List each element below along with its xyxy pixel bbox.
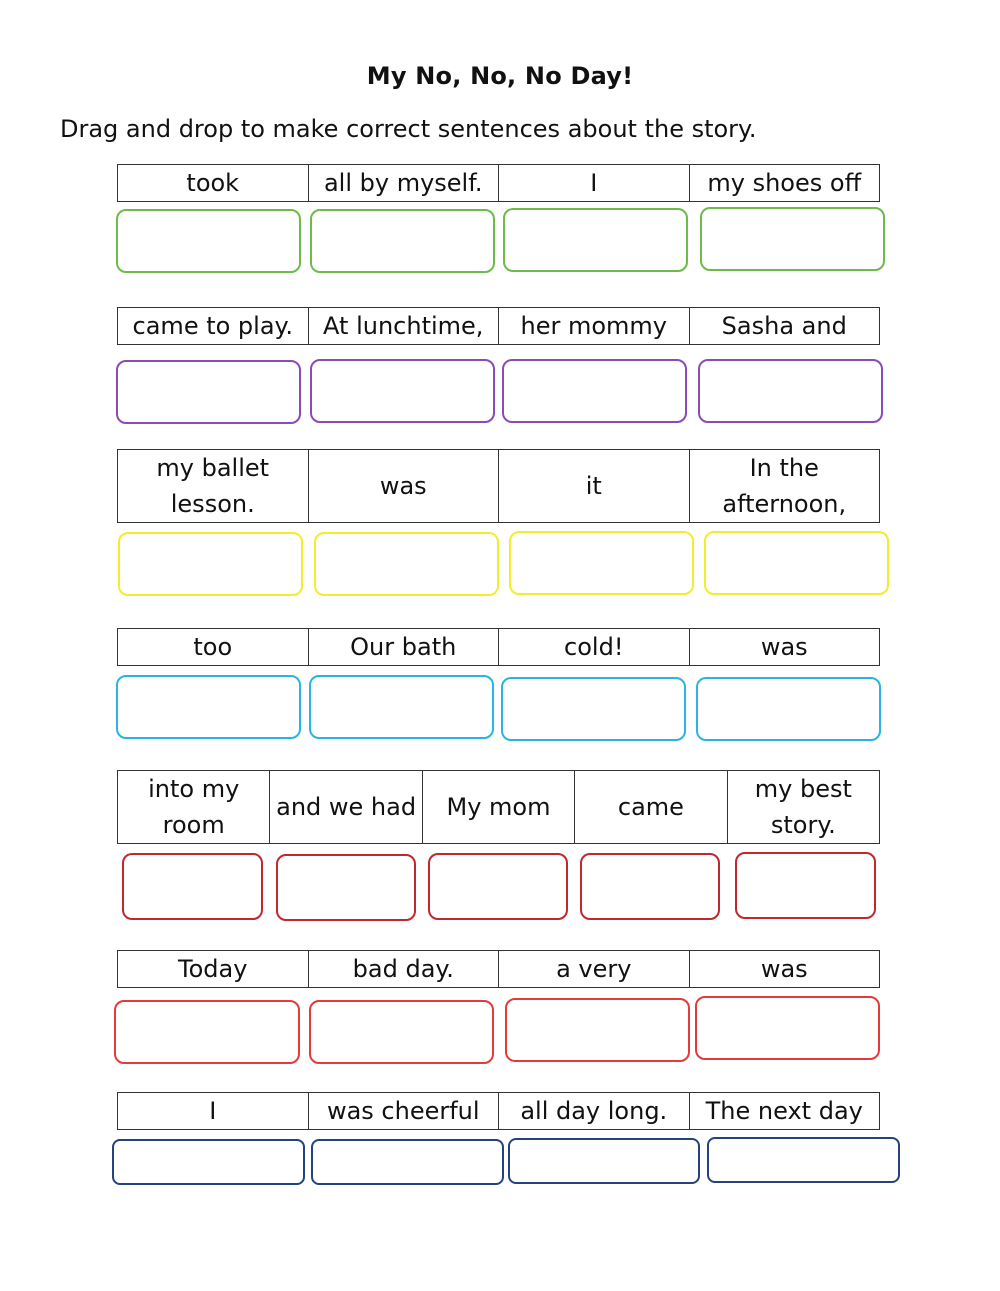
word-tile[interactable]: cold! <box>499 629 690 665</box>
word-tile[interactable]: My mom <box>423 771 575 843</box>
word-tile[interactable]: The next day <box>705 1097 863 1125</box>
word-tile[interactable]: was <box>760 955 808 983</box>
word-tile[interactable]: all by myself. <box>309 165 500 201</box>
drop-target[interactable] <box>502 359 687 423</box>
drop-target[interactable] <box>735 852 876 919</box>
drop-target[interactable] <box>310 359 495 423</box>
page-title: My No, No, No Day! <box>366 62 634 90</box>
word-tile[interactable]: too <box>118 629 309 665</box>
word-bank-row-5 <box>117 770 880 844</box>
word-bank-row-7 <box>117 1092 880 1130</box>
drop-target[interactable] <box>428 853 568 920</box>
word-tile[interactable]: At lunchtime, <box>309 308 500 344</box>
word-bank-row-2 <box>117 307 880 345</box>
drop-target[interactable] <box>112 1139 305 1185</box>
word-tile[interactable]: was <box>760 633 808 661</box>
word-tile[interactable]: was cheerful <box>309 1093 500 1129</box>
word-bank-row-1 <box>117 164 880 202</box>
drop-target[interactable] <box>116 360 301 424</box>
drop-target[interactable] <box>309 675 494 739</box>
word-bank-row-6 <box>117 950 880 988</box>
drop-target[interactable] <box>704 531 889 595</box>
word-tile[interactable]: my shoes off <box>707 169 862 197</box>
drop-target[interactable] <box>509 531 694 595</box>
drop-target[interactable] <box>700 207 885 271</box>
word-bank-row-4 <box>117 628 880 666</box>
word-tile[interactable]: bad day. <box>309 951 500 987</box>
drop-target[interactable] <box>310 209 495 273</box>
drop-target[interactable] <box>114 1000 300 1064</box>
word-tile[interactable]: a very <box>499 951 690 987</box>
word-tile[interactable]: In the afternoon, <box>722 454 847 518</box>
drop-target[interactable] <box>311 1139 504 1185</box>
word-tile[interactable]: and we had <box>270 771 422 843</box>
word-tile[interactable]: it <box>499 450 690 522</box>
word-tile[interactable]: Sasha and <box>721 312 847 340</box>
drop-target[interactable] <box>309 1000 494 1064</box>
word-tile[interactable]: Our bath <box>309 629 500 665</box>
drop-target[interactable] <box>580 853 720 920</box>
instructions: Drag and drop to make correct sentences about the story. <box>60 115 757 143</box>
drop-target[interactable] <box>707 1137 900 1183</box>
drop-target[interactable] <box>503 208 688 272</box>
drop-target[interactable] <box>501 677 686 741</box>
word-tile[interactable]: my ballet lesson. <box>118 450 309 522</box>
word-tile[interactable]: I <box>118 1093 309 1129</box>
word-tile[interactable]: her mommy <box>499 308 690 344</box>
drop-target[interactable] <box>314 532 499 596</box>
word-tile[interactable]: into my room <box>118 771 270 843</box>
word-tile[interactable]: was <box>309 450 500 522</box>
word-tile[interactable]: came <box>575 771 727 843</box>
drop-target[interactable] <box>505 998 690 1062</box>
drop-target[interactable] <box>118 532 303 596</box>
word-bank-row-3 <box>117 449 880 523</box>
word-tile[interactable]: took <box>118 165 309 201</box>
drop-target[interactable] <box>508 1138 700 1184</box>
drop-target[interactable] <box>698 359 883 423</box>
word-tile[interactable]: I <box>499 165 690 201</box>
drop-target[interactable] <box>122 853 263 920</box>
word-tile[interactable]: my best story. <box>754 775 852 839</box>
drop-target[interactable] <box>276 854 416 921</box>
drop-target[interactable] <box>116 209 301 273</box>
drop-target[interactable] <box>116 675 301 739</box>
drop-target[interactable] <box>695 996 880 1060</box>
word-tile[interactable]: Today <box>118 951 309 987</box>
word-tile[interactable]: all day long. <box>499 1093 690 1129</box>
drop-target[interactable] <box>696 677 881 741</box>
word-tile[interactable]: came to play. <box>118 308 309 344</box>
